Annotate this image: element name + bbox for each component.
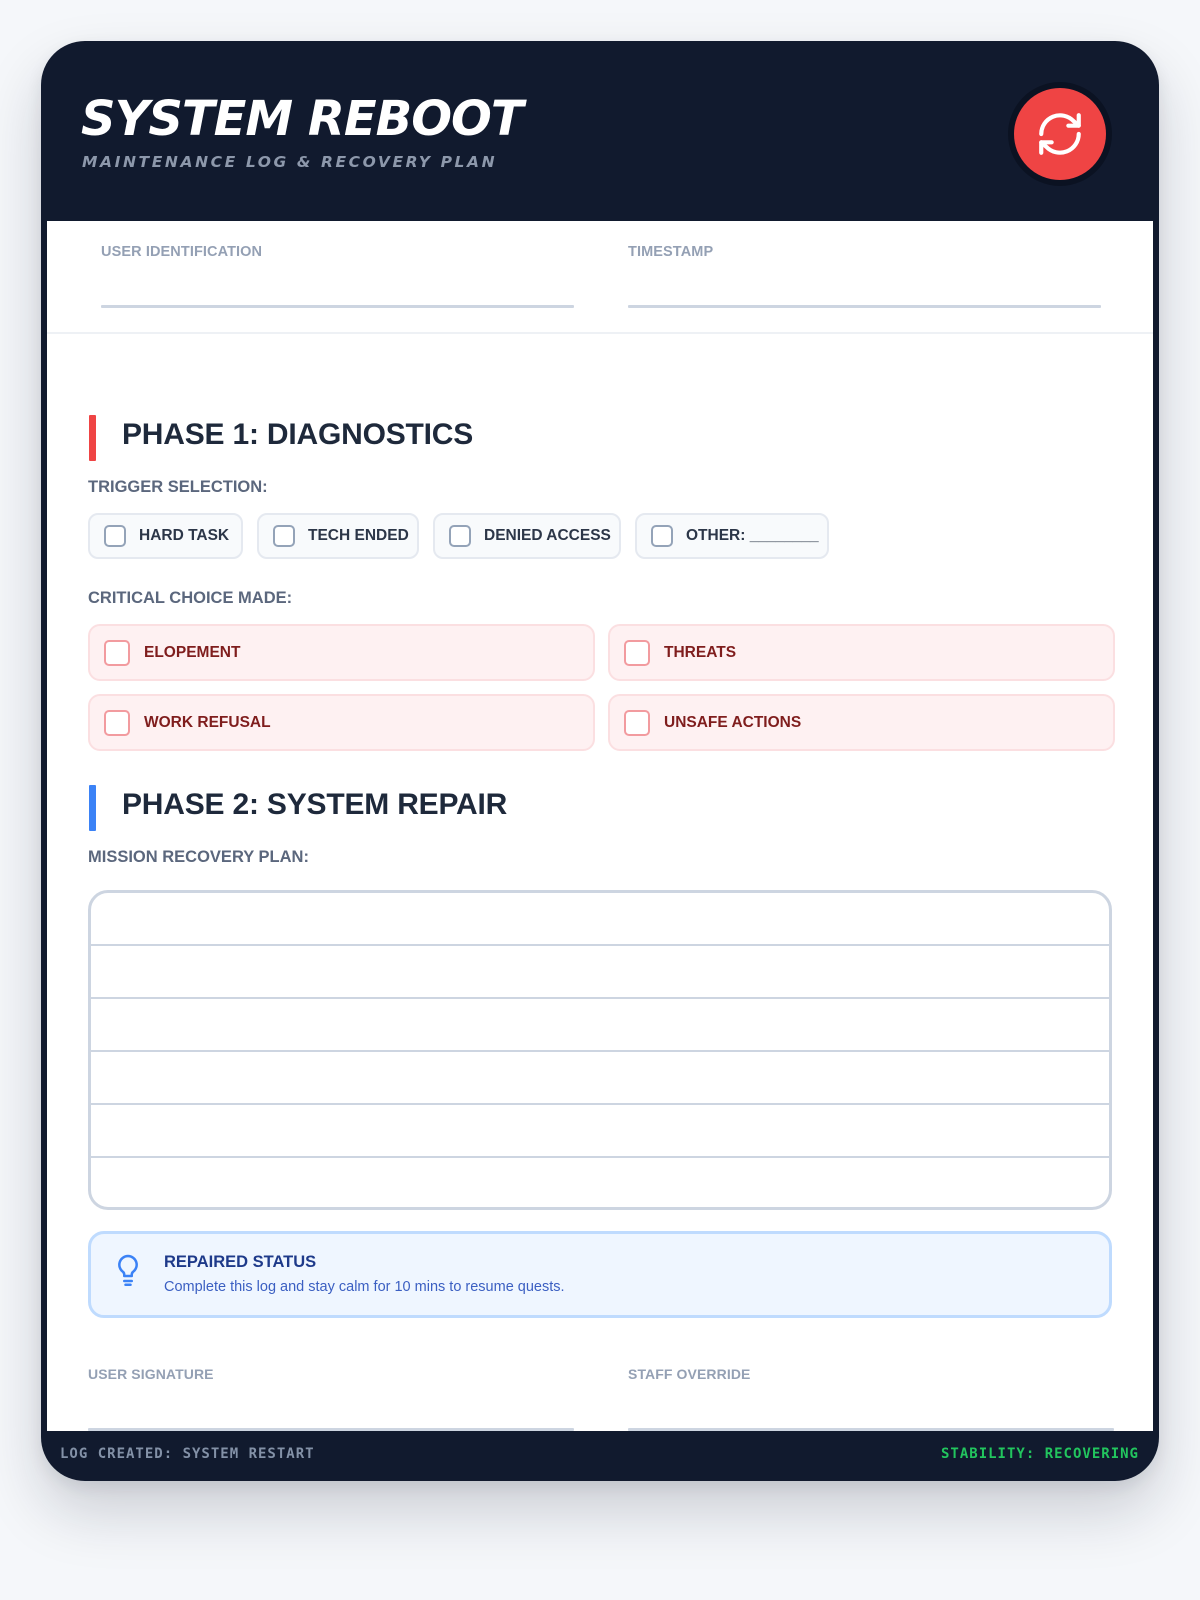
writing-line <box>91 1050 1109 1052</box>
checkbox[interactable] <box>449 525 471 547</box>
timestamp-field[interactable] <box>628 305 1101 308</box>
writing-line <box>91 1156 1109 1158</box>
phase2-title: PHASE 2: SYSTEM REPAIR <box>122 788 508 821</box>
staff-override-label: STAFF OVERRIDE <box>628 1366 751 1382</box>
repaired-status-title: REPAIRED STATUS <box>164 1253 317 1271</box>
checkbox[interactable] <box>104 640 130 666</box>
lightbulb-icon <box>113 1253 143 1289</box>
log-sheet <box>47 221 1153 1431</box>
trigger-label: OTHER: ________ <box>686 527 819 544</box>
timestamp-label: TIMESTAMP <box>628 244 714 260</box>
trigger-other[interactable] <box>635 513 829 559</box>
choice-threats[interactable] <box>608 624 1115 681</box>
writing-line <box>91 944 1109 946</box>
phase2-accent-bar <box>89 785 96 831</box>
choice-label: ELOPEMENT <box>144 643 241 661</box>
checkbox[interactable] <box>624 640 650 666</box>
page-title: SYSTEM REBOOT <box>81 91 523 147</box>
footer <box>41 1431 1159 1481</box>
choice-elopement[interactable] <box>88 624 595 681</box>
choice-unsafe-actions[interactable] <box>608 694 1115 751</box>
trigger-hard-task[interactable] <box>88 513 243 559</box>
repaired-status-text: Complete this log and stay calm for 10 mins to resume quests. <box>164 1279 565 1295</box>
checkbox[interactable] <box>651 525 673 547</box>
mission-recovery-plan-label: MISSION RECOVERY PLAN: <box>88 848 309 866</box>
choice-label: THREATS <box>664 643 737 661</box>
trigger-label: HARD TASK <box>139 527 230 544</box>
reboot-card <box>41 41 1159 1481</box>
refresh-icon <box>1035 109 1085 159</box>
phase1-accent-bar <box>89 415 96 461</box>
choice-label: WORK REFUSAL <box>144 713 271 731</box>
trigger-denied-access[interactable] <box>433 513 621 559</box>
user-signature-label: USER SIGNATURE <box>88 1366 214 1382</box>
choice-work-refusal[interactable] <box>88 694 595 751</box>
stability-status: STABILITY: RECOVERING <box>940 1446 1139 1462</box>
log-created-text: LOG CREATED: SYSTEM RESTART <box>60 1446 315 1462</box>
trigger-label: DENIED ACCESS <box>484 527 611 544</box>
writing-line <box>91 997 1109 999</box>
checkbox[interactable] <box>104 525 126 547</box>
trigger-selection-label: TRIGGER SELECTION: <box>88 478 268 496</box>
checkbox[interactable] <box>273 525 295 547</box>
mission-recovery-plan-textarea[interactable] <box>88 890 1112 1210</box>
repaired-status-callout <box>88 1231 1112 1318</box>
trigger-label: TECH ENDED <box>308 527 409 544</box>
meta-row <box>47 221 1153 334</box>
phase1-title: PHASE 1: DIAGNOSTICS <box>122 418 474 451</box>
user-identification-field[interactable] <box>101 305 574 308</box>
choice-label: UNSAFE ACTIONS <box>664 713 802 731</box>
checkbox[interactable] <box>624 710 650 736</box>
writing-line <box>91 1103 1109 1105</box>
header <box>41 41 1159 221</box>
checkbox[interactable] <box>104 710 130 736</box>
reboot-button[interactable] <box>1014 88 1106 180</box>
page-subtitle: MAINTENANCE LOG & RECOVERY PLAN <box>82 153 498 171</box>
user-identification-label: USER IDENTIFICATION <box>101 244 263 260</box>
trigger-tech-ended[interactable] <box>257 513 419 559</box>
critical-choice-label: CRITICAL CHOICE MADE: <box>88 589 293 607</box>
